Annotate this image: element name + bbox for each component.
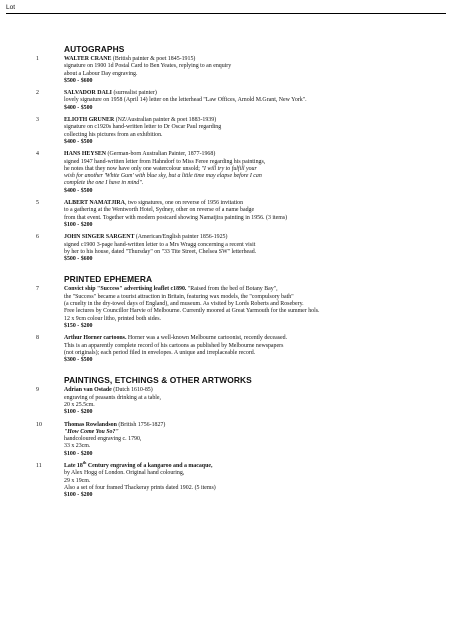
- lot-number: 6: [36, 234, 39, 241]
- text-segment: to a gathering at the Wentworth Hotel, Sydney, other on reverse of a name badge: [64, 207, 255, 214]
- lot-description: [64, 90, 432, 112]
- text-segment: JOHN SINGER SARGENT: [64, 234, 135, 241]
- header-lot-label: Lot: [6, 4, 16, 11]
- lot-entry: [0, 234, 452, 263]
- lot-description: [64, 335, 432, 364]
- lot-number: 7: [36, 286, 39, 293]
- lot-description: [64, 151, 432, 195]
- text-segment: Convict ship "Success" advertising leaflet c1890.: [64, 286, 187, 293]
- lot-number: 8: [36, 335, 39, 342]
- description-line: [64, 343, 432, 350]
- text-segment: (American/English painter 1856-1925): [134, 234, 228, 241]
- lot-number: 9: [36, 387, 39, 394]
- description-line: [64, 350, 432, 357]
- price-estimate: $400 - $500: [64, 187, 93, 194]
- text-segment: Century engraving of a kangaroo and a macaque,: [86, 463, 213, 470]
- text-segment: 20 x 25.5cm.: [64, 401, 95, 408]
- text-segment: Also a set of four framed Thackeray prints dated 1902. (5 items): [64, 484, 216, 491]
- text-segment: (a cruelty in the dry-towel days of England), and museum. As visited by Lords Roberts and Rosebery.: [64, 301, 304, 308]
- text-segment: "I will try to fulfill your: [201, 165, 257, 172]
- text-segment: (NZ/Australian painter & poet 1883-1939): [114, 117, 217, 124]
- lot-listing: [0, 44, 452, 505]
- text-segment: , two signatures, one on reverse of 1956 invitation: [124, 200, 244, 207]
- price-estimate: $500 - $600: [64, 256, 93, 263]
- description-line: [64, 249, 432, 256]
- text-segment: signature on c1920s hand-written letter to Dr Oscar Paul regarding: [64, 124, 222, 131]
- text-segment: (British 1756-1827): [116, 421, 166, 428]
- description-line: [64, 234, 432, 241]
- text-segment: SALVADOR DALI: [64, 90, 112, 97]
- description-line: [64, 429, 432, 436]
- text-segment: HANS HEYSEN: [64, 151, 107, 158]
- price-estimate: $300 - $500: [64, 357, 93, 364]
- text-segment: 33 x 23cm.: [64, 443, 91, 450]
- text-segment: Free lectures by Councillor Harvie of Melbourne. Currently moored at Great Yarmouth for the summer hols.: [64, 308, 320, 315]
- description-line: [64, 335, 432, 342]
- lot-entry: [0, 151, 452, 195]
- lot-number: 5: [36, 200, 39, 207]
- lot-number: 4: [36, 151, 39, 158]
- description-line: [64, 316, 432, 323]
- lot-description: [64, 460, 432, 499]
- description-line: [64, 173, 432, 180]
- lot-entry: [0, 335, 452, 364]
- text-segment: by her to his house, dated "Thursday" on "33 Tite Street, Chelsea SW" letterhead.: [64, 248, 257, 255]
- text-segment: wish for another 'White Gum' with blue sky, but a little time may elapse before I can: [64, 173, 262, 180]
- text-segment: This is an apparently complete record of his cartoons as published by Melbourne newspapers: [64, 342, 284, 349]
- section-heading: PRINTED EPHEMERA: [64, 274, 153, 285]
- lot-number: 11: [36, 463, 42, 470]
- lot-description: [64, 200, 432, 229]
- text-segment: Thomas Rowlandson: [64, 421, 117, 428]
- text-segment: "How Come You So?": [64, 428, 119, 435]
- price-estimate: $100 - $200: [64, 221, 93, 228]
- text-segment: ALBERT NAMATJIRA: [64, 200, 125, 207]
- description-line: [64, 97, 432, 104]
- lot-entry: [0, 56, 452, 85]
- description-line: [64, 478, 432, 485]
- text-segment: th: [82, 460, 87, 466]
- text-segment: collecting his pictures from an exhibition.: [64, 131, 163, 138]
- lot-number: 1: [36, 56, 39, 62]
- description-line: [64, 180, 432, 187]
- section-heading: PAINTINGS, ETCHINGS & OTHER ARTWORKS: [64, 375, 252, 386]
- description-line: [64, 215, 432, 222]
- lot-description: [64, 286, 432, 330]
- description-line: [64, 242, 432, 249]
- header-divider: [6, 13, 446, 14]
- lot-entry: [0, 387, 452, 416]
- text-segment: ELIOTH GRUNER: [64, 117, 115, 124]
- text-segment: signed 1947 hand-written letter from Hahndorf to Miss Feree regarding his paintings,: [64, 158, 266, 165]
- text-segment: signed c1900 3-page hand-written letter to a Mrs Wragg concerning a recent visit: [64, 241, 256, 248]
- text-segment: lovely signature on 1958 (April 14) letter on the letterhead "Law Offices, Arnold M.Grant, New York".: [64, 97, 307, 104]
- lot-description: [64, 56, 432, 85]
- description-line: [64, 56, 432, 63]
- text-segment: Arthur Horner cartoons.: [64, 335, 127, 342]
- lot-description: [64, 387, 432, 416]
- lot-entry: [0, 90, 452, 112]
- text-segment: WALTER CRANE: [64, 56, 112, 62]
- text-segment: from that event. Together with modern postcard showing Namatjira painting in 1956. (3 items): [64, 214, 288, 221]
- price-estimate: $400 - $500: [64, 138, 93, 145]
- lot-number: 10: [36, 421, 42, 428]
- text-segment: about a Labour Day engraving.: [64, 70, 138, 77]
- lot-description: [64, 422, 432, 458]
- description-line: [64, 63, 432, 70]
- text-segment: (Dutch 1610-85): [111, 387, 153, 394]
- lot-description: [64, 234, 432, 263]
- description-line: [64, 151, 432, 158]
- description-line: [64, 395, 432, 402]
- description-line: [64, 207, 432, 214]
- price-estimate: $100 - $200: [64, 450, 93, 457]
- text-segment: handcoloured engraving c. 1790,: [64, 436, 142, 443]
- section-heading: AUTOGRAPHS: [64, 44, 125, 54]
- text-segment: (British painter & poet 1845-1915): [111, 56, 196, 62]
- text-segment: (surrealist painter): [111, 90, 157, 97]
- description-line: [64, 443, 432, 450]
- text-segment: (not originals); each period filed in envelopes. A unique and irreplaceable record.: [64, 349, 256, 356]
- text-segment: complete the one I have in mind".: [64, 180, 144, 187]
- text-segment: he notes that they now have only one watercolour unsold;: [64, 165, 202, 172]
- text-segment: the "Success" became a tourist attraction in Britain, featuring wax models, the "compulsory bath": [64, 293, 294, 300]
- lot-entry: [0, 117, 452, 146]
- text-segment: Late 18: [64, 463, 83, 470]
- text-segment: "Raised from the bed of Botany Bay",: [186, 286, 278, 293]
- price-estimate: $100 - $200: [64, 492, 93, 499]
- description-line: [64, 470, 432, 477]
- text-segment: Adrian van Ostade: [64, 387, 112, 394]
- description-line: [64, 159, 432, 166]
- text-segment: 29 x 19cm.: [64, 477, 91, 484]
- lot-number: 2: [36, 90, 39, 97]
- lot-entry: [0, 422, 452, 458]
- text-segment: signature on 1900 1d Postal Card to Ben Yeates, replying to an enquiry: [64, 63, 232, 70]
- description-line: [64, 294, 432, 301]
- lot-entry: [0, 200, 452, 229]
- price-estimate: $100 - $200: [64, 409, 93, 416]
- description-line: [64, 124, 432, 131]
- description-line: [64, 286, 432, 293]
- lot-entry: [0, 286, 452, 330]
- description-line: [64, 117, 432, 124]
- price-estimate: $500 - $600: [64, 77, 93, 84]
- text-segment: (German-born Australian Painter, 1877-1968): [106, 151, 216, 158]
- description-line: [64, 402, 432, 409]
- description-line: [64, 436, 432, 443]
- description-line: [64, 132, 432, 139]
- description-line: [64, 387, 432, 394]
- description-line: [64, 71, 432, 78]
- price-estimate: $150 - $200: [64, 322, 93, 329]
- description-line: [64, 485, 432, 492]
- description-line: [64, 422, 432, 429]
- text-segment: by Alex Hogg of London. Original hand colouring,: [64, 470, 185, 477]
- text-segment: engraving of peasants drinking at a table,: [64, 394, 161, 401]
- price-estimate: $400 - $500: [64, 104, 93, 111]
- text-segment: Horner was a well-known Melbourne cartoonist, recently deceased.: [126, 335, 288, 342]
- lot-entry: [0, 460, 452, 499]
- description-line: [64, 308, 432, 315]
- lot-number: 3: [36, 117, 39, 124]
- text-segment: 12 x 9cm colour litho, printed both sides.: [64, 315, 162, 322]
- lot-description: [64, 117, 432, 146]
